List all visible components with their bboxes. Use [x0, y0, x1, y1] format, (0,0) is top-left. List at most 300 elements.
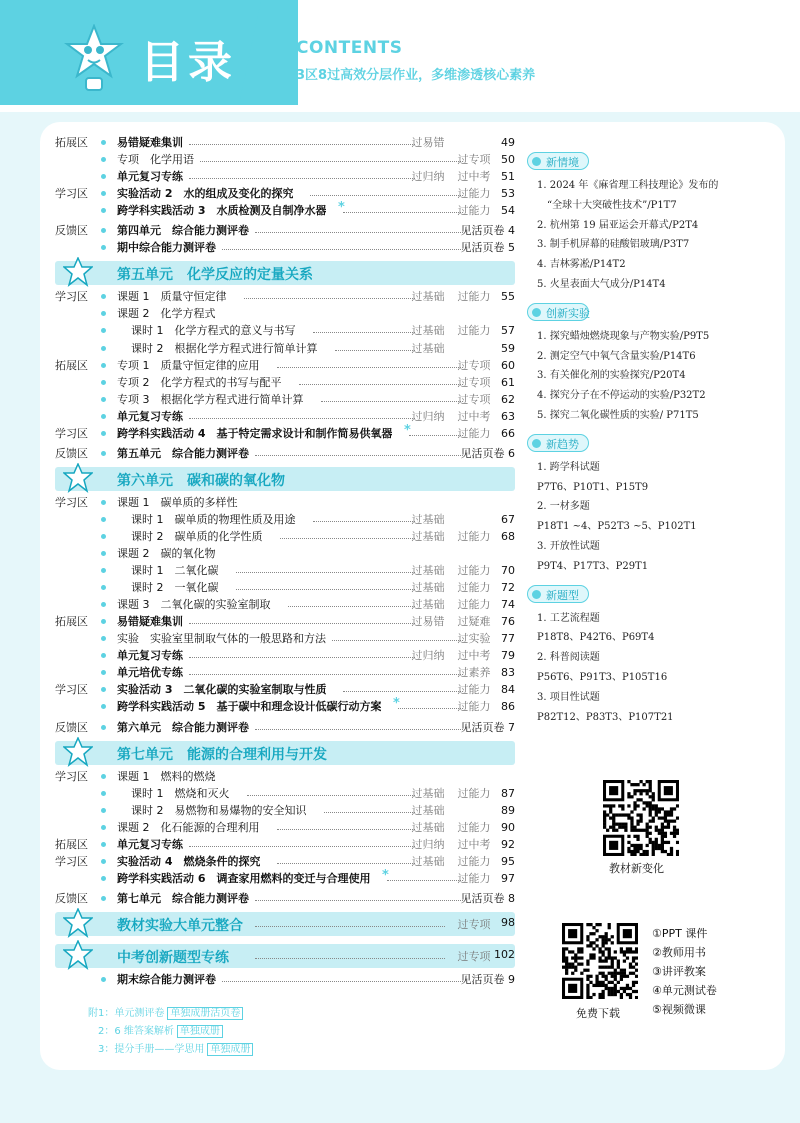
bullet-icon [101, 534, 106, 539]
qr-box-textbook [586, 770, 696, 886]
leader-dots [310, 195, 463, 196]
page-number: 70 [501, 564, 515, 578]
sidebar-item: 3. 开放性试题 [537, 541, 600, 552]
page-number: 89 [501, 803, 515, 817]
zone-label: 学习区 [55, 769, 88, 783]
sidebar-item: 3. 制手机屏幕的硅酸铝玻璃/P3T7 [537, 239, 690, 251]
page-number: 83 [501, 666, 515, 680]
page-number: 90 [501, 820, 515, 834]
tier-tag: 过素养 [457, 666, 491, 680]
tier-tag: 过能力 [457, 683, 491, 697]
zone-label: 反馈区 [55, 891, 88, 905]
toc-row[interactable] [55, 529, 515, 545]
tier-tag: 过基础 [411, 786, 445, 800]
leader-dots [255, 926, 445, 927]
entry-title: 易错疑难集训 [117, 136, 183, 149]
bullet-icon [101, 397, 106, 402]
leader-dots [288, 606, 415, 607]
toc-row[interactable] [55, 597, 515, 613]
bullet-icon [101, 294, 106, 299]
toc-row[interactable] [55, 696, 515, 715]
bullet-icon [101, 451, 106, 456]
entry-title: 跨学科实践活动 3 水质检测及自制净水器 [117, 204, 327, 218]
entry-title: 期中综合能力测评卷 [117, 241, 216, 255]
resource-item: ①PPT 课件 [652, 927, 708, 940]
tier-tag: 过易错 [411, 615, 445, 629]
mascot-star-icon [63, 908, 93, 938]
tier-tag: 见活页卷 5 [460, 241, 515, 255]
page-number: 60 [501, 358, 515, 372]
sidebar-heading [527, 303, 589, 321]
qr-code-download[interactable] [562, 923, 638, 999]
flower-icon [532, 439, 541, 448]
unit-title: 中考创新题型专练 [117, 949, 229, 966]
entry-title: 专项 2 化学方程式的书写与配平 [117, 375, 282, 389]
toc-row[interactable] [55, 422, 515, 442]
page-number: 77 [501, 632, 515, 646]
resource-item: ④单元测试卷 [652, 984, 717, 997]
sidebar-heading-text: 新趋势 [546, 437, 579, 451]
bullet-icon [101, 859, 106, 864]
zone-label: 反馈区 [55, 446, 88, 460]
toc-row[interactable] [55, 152, 515, 168]
tier-tag: 过基础 [411, 512, 445, 526]
bullet-icon [101, 687, 106, 692]
page-number: 50 [501, 153, 515, 167]
leader-dots [255, 232, 463, 233]
page-number: 87 [501, 786, 515, 800]
qr-caption-textbook: 教材新变化 [609, 862, 664, 875]
leader-dots [189, 657, 415, 658]
bullet-icon [101, 500, 106, 505]
flower-icon [532, 590, 541, 599]
toc-row[interactable] [55, 580, 515, 596]
tier-tag: 过能力 [457, 871, 491, 885]
bullet-icon [101, 431, 106, 436]
sidebar-item: P56T6、P91T3、P105T16 [537, 672, 668, 683]
toc-row[interactable] [55, 223, 515, 239]
bullet-icon [101, 157, 106, 162]
sidebar-item: P18T8、P42T6、P69T4 [537, 632, 655, 644]
entry-title: 单元复习专练 [117, 170, 183, 184]
tier-tag: 过能力 [457, 564, 491, 578]
sidebar-item: 4. 探究分子在不停运动的实验/P32T2 [537, 390, 706, 402]
unit-header[interactable] [55, 261, 515, 285]
tier-tag: 过基础 [411, 803, 445, 817]
page-number: 86 [501, 700, 515, 714]
entry-title: 第六单元 综合能力测评卷 [117, 720, 249, 734]
tier-tag: 过基础 [411, 854, 445, 868]
zone-label: 学习区 [55, 426, 88, 440]
toc-row[interactable] [55, 446, 515, 462]
tier-tag: 过归纳 [411, 170, 445, 184]
tier-tag: 过中考 [457, 649, 491, 663]
toc-row[interactable] [55, 358, 515, 374]
entry-title: 跨学科实践活动 5 基于碳中和理念设计低碳行动方案 [117, 700, 382, 714]
resource-item: ③讲评教案 [652, 965, 706, 978]
resource-item: ⑤视频微课 [652, 1003, 706, 1016]
bullet-icon [101, 653, 106, 658]
toc-row[interactable] [55, 563, 515, 579]
mascot-star-icon [63, 257, 93, 287]
entry-title: 实验活动 2 水的组成及变化的探究 [117, 187, 294, 201]
sidebar-item: 4. 吉林雾凇/P14T2 [537, 259, 626, 271]
leader-dots [189, 144, 415, 145]
toc-row[interactable] [55, 854, 515, 870]
toc-row[interactable] [55, 682, 515, 698]
supplement-item [98, 1022, 223, 1037]
sidebar-heading-text: 新题型 [546, 588, 579, 602]
resource-item: ②教师用书 [652, 946, 706, 959]
page-number: 97 [501, 871, 515, 885]
tier-tag: 过基础 [411, 290, 445, 304]
bullet-icon [101, 977, 106, 982]
page-number: 51 [501, 170, 515, 184]
entry-title: 跨学科实践活动 6 调查家用燃料的变迁与合理使用 [117, 871, 371, 885]
star-icon: * [393, 696, 400, 712]
tier-tag: 见活页卷 7 [460, 720, 515, 734]
leader-dots [189, 178, 415, 179]
toc-row[interactable] [55, 186, 515, 202]
zone-label: 拓展区 [55, 358, 88, 372]
sidebar-heading-text: 新情境 [546, 156, 579, 169]
tier-tag: 见活页卷 6 [460, 446, 515, 460]
tier-tag: 过能力 [457, 820, 491, 834]
bullet-icon [101, 825, 106, 830]
page-number: 98 [501, 915, 515, 929]
entry-title: 实验 实验室里制取气体的一般思路和方法 [117, 632, 326, 646]
entry-title: 第四单元 综合能力测评卷 [117, 224, 249, 238]
supplement-title: 2：6 维答案解析 [98, 1026, 174, 1037]
toc-row[interactable] [55, 306, 515, 322]
bullet-icon [101, 704, 106, 709]
unit-title: 第五单元 化学反应的定量关系 [117, 267, 313, 284]
bullet-icon [101, 636, 106, 641]
tier-tag: 过专项 [457, 153, 491, 167]
zone-label: 拓展区 [55, 837, 88, 851]
page-number: 84 [501, 683, 515, 697]
sidebar-item: 1. 2024 年《麻省理工科技理论》发布的 [537, 180, 719, 191]
toc-row[interactable] [55, 169, 515, 185]
leader-dots [321, 401, 463, 402]
toc-row[interactable] [55, 614, 515, 630]
tier-tag: 过能力 [457, 204, 491, 218]
entry-title: 专项 化学用语 [117, 153, 194, 167]
sidebar-item: 2. 一材多题 [537, 501, 590, 513]
entry-title: 课时 2 根据化学方程式进行简单计算 [131, 341, 318, 355]
sidebar-item: “全球十大突破性技术”/P1T7 [537, 199, 677, 211]
entry-title: 课题 3 二氧化碳的实验室制取 [117, 598, 271, 612]
tier-tag: 过专项 [457, 358, 491, 372]
bullet-icon [101, 174, 106, 179]
page-number: 62 [501, 392, 515, 406]
page-number: 57 [501, 324, 515, 338]
entry-title: 课时 1 二氧化碳 [131, 564, 219, 578]
sidebar-item: 3. 有关催化剂的实验探究/P20T4 [537, 370, 686, 382]
mascot-star-icon [63, 737, 93, 767]
toc-row[interactable] [55, 289, 515, 305]
toc-row[interactable] [55, 631, 515, 647]
toc-row[interactable] [55, 648, 515, 664]
tier-tag: 过专项 [457, 949, 491, 963]
leader-dots [189, 846, 415, 847]
toc-row[interactable] [55, 240, 515, 256]
tier-tag: 过中考 [457, 170, 491, 184]
mascot-star-icon [64, 24, 124, 96]
zone-label: 反馈区 [55, 720, 88, 734]
supplement-item [98, 1040, 253, 1055]
zone-label: 学习区 [55, 495, 88, 509]
toc-row[interactable] [55, 323, 515, 339]
tier-tag: 见活页卷 9 [460, 972, 515, 986]
entry-title: 第七单元 综合能力测评卷 [117, 891, 249, 905]
bullet-icon [101, 140, 106, 145]
leader-dots [236, 589, 415, 590]
sidebar-item: P18T1 ~4、P52T3 ~5、P102T1 [537, 521, 697, 533]
zone-label: 拓展区 [55, 136, 88, 149]
entry-title: 实验活动 4 燃烧条件的探究 [117, 854, 261, 868]
tier-tag: 过实验 [457, 632, 491, 646]
unit-title: 第七单元 能源的合理利用与开发 [117, 746, 327, 763]
unit-header[interactable] [55, 912, 515, 936]
sidebar-item: 1. 探究蜡烛燃烧现象与产物实验/P9T5 [537, 330, 710, 342]
zone-label: 学习区 [55, 854, 88, 868]
leader-dots [343, 691, 463, 692]
page-number: 79 [501, 649, 515, 663]
unit-header[interactable] [55, 467, 515, 491]
unit-title: 教材实验大单元整合 [117, 917, 243, 934]
flower-icon [532, 308, 541, 317]
toc-row[interactable] [55, 803, 515, 819]
star-icon: * [338, 200, 345, 216]
entry-title: 单元复习专练 [117, 649, 183, 663]
tier-tag: 过疑难 [457, 615, 491, 629]
tier-tag: 过能力 [457, 598, 491, 612]
page-number: 102 [494, 947, 515, 961]
sidebar-item: 5. 探究二氧化碳性质的实验/ P71T5 [537, 410, 699, 421]
leader-dots [244, 298, 415, 299]
tier-tag: 过中考 [457, 409, 491, 423]
tier-tag: 过能力 [457, 581, 491, 595]
page-number: 92 [501, 837, 515, 851]
bullet-icon [101, 876, 106, 881]
leader-dots [247, 795, 415, 796]
zone-label: 学习区 [55, 683, 88, 697]
leader-dots [255, 729, 463, 730]
leader-dots [280, 538, 415, 539]
bullet-icon [101, 517, 106, 522]
page-title: 目录 [140, 37, 236, 88]
leader-dots [222, 249, 463, 250]
bullet-icon [101, 228, 106, 233]
sidebar-item: 1. 跨学科试题 [537, 461, 600, 473]
page-number: 55 [501, 290, 515, 304]
zone-label: 反馈区 [55, 224, 88, 238]
toc-row[interactable] [55, 512, 515, 528]
page-number: 68 [501, 529, 515, 543]
qr-box-download [548, 913, 732, 1029]
tier-tag: 过能力 [457, 700, 491, 714]
sidebar-item: 1. 工艺流程题 [537, 612, 600, 624]
page-number: 53 [501, 187, 515, 201]
qr-caption-download: 免费下载 [576, 1007, 620, 1020]
page-number: 67 [501, 512, 515, 526]
toc-row[interactable] [55, 720, 515, 736]
bullet-icon [101, 328, 106, 333]
leader-dots [277, 367, 463, 368]
tier-tag: 见活页卷 8 [460, 891, 515, 905]
bullet-icon [101, 896, 106, 901]
tier-tag: 过能力 [457, 290, 491, 304]
toc-row[interactable] [55, 867, 515, 887]
leader-dots [324, 812, 415, 813]
tier-tag: 过归纳 [411, 649, 445, 663]
supplement-badge: 单独成册 [207, 1043, 253, 1056]
toc-row[interactable] [55, 891, 515, 907]
entry-title: 课题 2 化学方程式 [117, 307, 216, 321]
tier-tag: 过能力 [457, 854, 491, 868]
entry-title: 单元培优专练 [117, 666, 183, 680]
unit-title: 第六单元 碳和碳的氧化物 [117, 472, 285, 489]
tier-tag: 过归纳 [411, 837, 445, 851]
toc-row[interactable] [55, 786, 515, 802]
sidebar-item: 5. 火星表面大气成分/P14T4 [537, 279, 666, 290]
leader-dots [200, 161, 463, 162]
leader-dots [277, 863, 415, 864]
bullet-icon [101, 380, 106, 385]
supplement-badge: 单独成册活页卷 [167, 1007, 243, 1020]
entry-title: 实验活动 3 二氧化碳的实验室制取与性质 [117, 683, 327, 697]
entry-title: 期末综合能力测评卷 [117, 972, 216, 986]
leader-dots [299, 384, 463, 385]
page-number: 74 [501, 598, 515, 612]
toc-row[interactable] [55, 200, 515, 219]
toc-row[interactable] [55, 665, 515, 681]
tier-tag: 过基础 [411, 820, 445, 834]
supplement-badge: 单独成册 [177, 1025, 223, 1038]
leader-dots [189, 418, 415, 419]
leader-dots [277, 829, 415, 830]
toc-row[interactable] [55, 392, 515, 408]
sidebar-item: 2. 科普阅读题 [537, 652, 600, 664]
leader-dots [222, 981, 463, 982]
contents-label: CONTENTS [296, 38, 403, 58]
unit-header[interactable] [55, 741, 515, 765]
flower-icon [532, 157, 541, 166]
bullet-icon [101, 842, 106, 847]
tier-tag: 过能力 [457, 187, 491, 201]
entry-title: 易错疑难集训 [117, 615, 183, 629]
bullet-icon [101, 670, 106, 675]
tier-tag: 过基础 [411, 529, 445, 543]
leader-dots [255, 900, 463, 901]
entry-title: 专项 3 根据化学方程式进行简单计算 [117, 392, 304, 406]
tier-tag: 见活页卷 4 [460, 224, 515, 238]
tier-tag: 过中考 [457, 837, 491, 851]
entry-title: 课时 2 碳单质的化学性质 [131, 529, 263, 543]
toc-row[interactable] [55, 546, 515, 562]
entry-title: 第五单元 综合能力测评卷 [117, 446, 249, 460]
bullet-icon [101, 725, 106, 730]
entry-title: 课时 2 易燃物和易爆物的安全知识 [131, 803, 307, 817]
tier-tag: 过基础 [411, 324, 445, 338]
leader-dots [236, 572, 415, 573]
tier-tag: 过能力 [457, 324, 491, 338]
supplement-title: 附1：单元测评卷 [88, 1008, 165, 1019]
entry-title: 课题 2 化石能源的合理利用 [117, 820, 260, 834]
toc-row[interactable] [55, 837, 515, 853]
bullet-icon [101, 208, 106, 213]
leader-dots [343, 212, 463, 213]
sidebar-item: P7T6、P10T1、P15T9 [537, 481, 649, 493]
bullet-icon [101, 602, 106, 607]
toc-row[interactable] [55, 341, 515, 357]
tier-tag: 过基础 [411, 341, 445, 355]
entry-title: 单元复习专练 [117, 409, 183, 423]
toc-row[interactable] [55, 972, 515, 988]
toc-row[interactable] [55, 409, 515, 425]
toc-row[interactable] [55, 375, 515, 391]
entry-title: 课时 1 燃烧和灭火 [131, 786, 230, 800]
leader-dots [332, 640, 463, 641]
bullet-icon [101, 791, 106, 796]
toc-row[interactable] [55, 820, 515, 836]
page-number: 72 [501, 581, 515, 595]
unit-header[interactable] [55, 944, 515, 968]
page-number: 54 [501, 204, 515, 218]
sidebar-item: P9T4、P17T3、P29T1 [537, 560, 649, 572]
entry-title: 专项 1 质量守恒定律的应用 [117, 358, 260, 372]
header [0, 0, 800, 112]
bullet-icon [101, 191, 106, 196]
tier-tag: 过能力 [457, 426, 491, 440]
toc-row[interactable] [55, 135, 515, 151]
leader-dots [255, 958, 445, 959]
entry-title: 单元复习专练 [117, 837, 183, 851]
leader-dots [313, 332, 415, 333]
sidebar-item: 2. 测定空气中氧气含量实验/P14T6 [537, 350, 696, 362]
page-number: 61 [501, 375, 515, 389]
sidebar-heading [527, 434, 589, 452]
page-number: 59 [501, 341, 515, 355]
entry-title: 跨学科实践活动 4 基于特定需求设计和制作简易供氧器 [117, 426, 393, 440]
supplement-title: 3：提分手册——学思用 [98, 1044, 205, 1055]
entry-title: 课题 1 碳单质的多样性 [117, 495, 238, 509]
leader-dots [255, 455, 463, 456]
sidebar-heading [527, 152, 589, 170]
entry-title: 课时 1 碳单质的物理性质及用途 [131, 512, 296, 526]
bullet-icon [101, 585, 106, 590]
bullet-icon [101, 619, 106, 624]
star-icon: * [404, 422, 411, 438]
tier-tag: 过基础 [411, 581, 445, 595]
toc-row[interactable] [55, 769, 515, 785]
entry-title: 课时 2 一氧化碳 [131, 581, 219, 595]
entry-title: 课时 1 化学方程式的意义与书写 [131, 324, 296, 338]
toc-row[interactable] [55, 495, 515, 511]
zone-label: 学习区 [55, 187, 88, 201]
bullet-icon [101, 363, 106, 368]
page-number: 66 [501, 426, 515, 440]
bullet-icon [101, 551, 106, 556]
bullet-icon [101, 414, 106, 419]
qr-code-textbook[interactable] [603, 780, 679, 856]
sidebar-item: P82T12、P83T3、P107T21 [537, 711, 674, 723]
tier-tag: 过基础 [411, 598, 445, 612]
page-number: 63 [501, 409, 515, 423]
leader-dots [189, 674, 463, 675]
star-icon: * [382, 867, 389, 883]
